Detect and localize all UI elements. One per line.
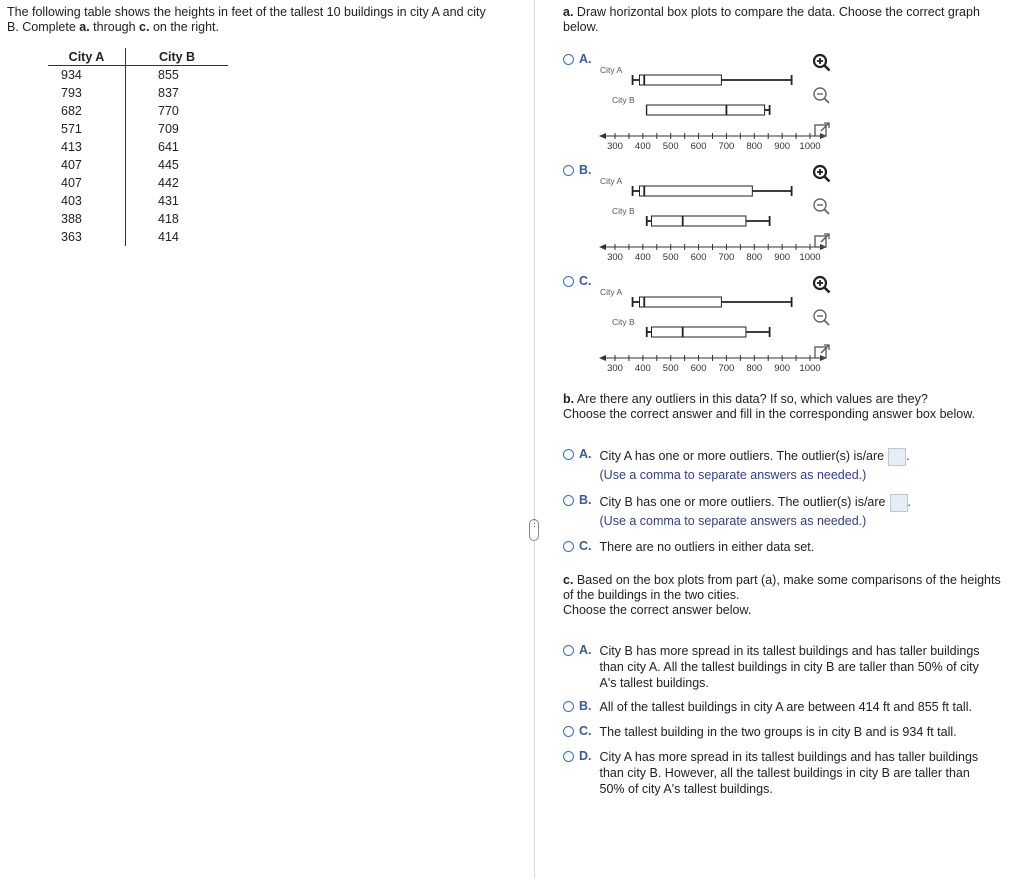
cell-city-a: 403 [48, 192, 126, 210]
option-letter: A. [579, 447, 592, 461]
intro-end: on the right. [149, 20, 219, 34]
plot-a-tools [811, 50, 835, 142]
box-plot-option-b [597, 175, 847, 267]
option-text: City A has one or more outliers. The outlier(s) is/are [599, 449, 885, 463]
radio-button[interactable] [563, 54, 574, 65]
x-tick-label: 500 [662, 363, 679, 374]
popout-icon[interactable] [811, 119, 833, 141]
table-row [48, 102, 228, 120]
x-tick-label: 1000 [799, 252, 821, 263]
box-iqr [640, 297, 722, 307]
intro-c: c. [139, 20, 150, 34]
table-header-row [48, 48, 228, 66]
plot-c-tools [811, 272, 835, 364]
option-letter: C. [579, 724, 592, 738]
part-a-question [563, 5, 1013, 35]
part-a-text-1: Draw horizontal box plots to compare the data. Choose the correct graph [573, 5, 980, 19]
pane-resize-handle[interactable]: ⋮ [529, 519, 539, 541]
cell-city-a: 363 [48, 228, 126, 246]
part-b-text: Are there any outliers in this data? If so, which values are they? [574, 392, 928, 406]
cell-city-b: 770 [158, 104, 179, 118]
zoom-out-icon[interactable] [811, 85, 833, 107]
x-tick-label: 1000 [799, 141, 821, 152]
x-tick-label: 400 [634, 363, 651, 374]
radio-button[interactable] [563, 276, 574, 287]
x-tick-label: 900 [774, 252, 791, 263]
part-c-question [563, 573, 1023, 618]
zoom-out-icon[interactable] [811, 307, 833, 329]
cell-city-b: 709 [158, 122, 179, 136]
box-iqr [651, 327, 745, 337]
cell-city-b: 418 [158, 212, 179, 226]
option-letter: B. [579, 163, 592, 177]
part-a-text-2: below. [563, 20, 599, 34]
radio-button[interactable] [563, 165, 574, 176]
cell-city-a: 407 [48, 156, 126, 174]
intro-line-1: The following table shows the heights in feet of the tallest 10 buildings in city A and city [7, 5, 486, 19]
plot-b-tools [811, 161, 835, 253]
part-b-label: b. [563, 392, 575, 406]
cell-city-a: 388 [48, 210, 126, 228]
cell-city-b: 414 [158, 230, 179, 244]
part-c-label: c. [563, 573, 574, 587]
radio-button[interactable] [563, 701, 574, 712]
box-plot-label: City B [612, 95, 635, 105]
x-tick-label: 300 [607, 363, 623, 374]
cell-city-b: 855 [158, 68, 179, 82]
popout-icon[interactable] [811, 341, 833, 363]
cell-city-b: 641 [158, 140, 179, 154]
part-c-option-a[interactable] [563, 643, 980, 691]
table-row [48, 66, 228, 85]
x-tick-label: 800 [746, 363, 763, 374]
option-text: There are no outliers in either data set. [599, 540, 815, 554]
cell-city-a: 413 [48, 138, 126, 156]
table-row [48, 174, 228, 192]
radio-button[interactable] [563, 449, 574, 460]
cell-city-a: 407 [48, 174, 126, 192]
box-plot-label: City A [600, 65, 623, 75]
box-plot-label: City B [612, 206, 635, 216]
radio-button[interactable] [563, 645, 574, 656]
box-iqr [640, 75, 722, 85]
axis-arrow-left [599, 355, 606, 361]
column-header-city-a: City A [48, 48, 126, 66]
option-hint: (Use a comma to separate answers as needed.) [599, 468, 867, 482]
box-plot-option-c [597, 286, 847, 378]
option-text-line: A's tallest buildings. [599, 676, 709, 690]
part-b-instruction: Choose the correct answer and fill in the corresponding answer box below. [563, 407, 976, 421]
x-tick-label: 600 [690, 363, 707, 374]
intro-a: a. [79, 20, 90, 34]
intro-through: through [89, 20, 140, 34]
option-letter: A. [579, 52, 592, 66]
radio-button[interactable] [563, 751, 574, 762]
popout-icon[interactable] [811, 230, 833, 252]
axis-arrow-left [599, 133, 606, 139]
option-letter: A. [579, 643, 592, 657]
option-text-block: City B has one or more outliers. The outlier(s) is/are . (Use a comma to separate answers as needed.) [599, 495, 911, 528]
right-pane [535, 0, 1024, 878]
option-text-line: City A has more spread in its tallest buildings and has taller buildings [599, 750, 979, 764]
x-tick-label: 600 [690, 252, 707, 263]
x-tick-label: 300 [607, 252, 623, 263]
part-c-option-d[interactable] [563, 749, 978, 797]
part-c-text-1: Based on the box plots from part (a), make some comparisons of the heights [573, 573, 1001, 587]
option-letter: D. [579, 749, 592, 763]
option-text-line: than city A. All the tallest buildings in city B are taller than 50% of city [599, 660, 979, 674]
table-row [48, 228, 228, 246]
box-iqr [640, 186, 753, 196]
table-row [48, 84, 228, 102]
radio-button[interactable] [563, 541, 574, 552]
cell-city-a: 793 [48, 84, 126, 102]
box-plot-label: City A [600, 287, 623, 297]
option-text: City B has one or more outliers. The outlier(s) is/are [599, 495, 886, 509]
option-text-block [600, 749, 979, 797]
table-row [48, 192, 228, 210]
axis-arrow-left [599, 244, 606, 250]
option-text-line: than city B. However, all the tallest buildings in city B are taller than [599, 766, 970, 780]
part-c-instruction: Choose the correct answer below. [563, 603, 752, 617]
zoom-in-icon[interactable] [811, 163, 833, 185]
x-tick-label: 800 [746, 252, 763, 263]
x-tick-label: 400 [634, 141, 651, 152]
answer-input-city-a[interactable] [888, 448, 906, 466]
x-tick-label: 800 [746, 141, 763, 152]
part-b-option-c[interactable] [563, 539, 814, 555]
x-tick-label: 700 [718, 141, 735, 152]
table-row [48, 120, 228, 138]
option-letter: C. [579, 274, 592, 288]
zoom-out-icon[interactable] [811, 196, 833, 218]
x-tick-label: 1000 [799, 363, 821, 374]
x-tick-label: 900 [774, 363, 791, 374]
x-tick-label: 900 [774, 141, 791, 152]
option-hint: (Use a comma to separate answers as needed.) [599, 514, 867, 528]
intro-line-2: B. Complete [7, 20, 80, 34]
box-plot-option-a [597, 64, 847, 156]
cell-city-a: 934 [48, 66, 126, 85]
option-text-block: City A has one or more outliers. The outlier(s) is/are . (Use a comma to separate answers as needed.) [599, 449, 910, 482]
box-plot-label: City B [612, 317, 635, 327]
option-letter: B. [579, 493, 592, 507]
zoom-in-icon[interactable] [811, 52, 833, 74]
intro-text [7, 5, 517, 35]
part-c-option-b[interactable] [563, 699, 972, 715]
cell-city-b: 837 [158, 86, 179, 100]
option-text-block [600, 643, 980, 691]
data-table [48, 48, 228, 246]
part-a-option-b[interactable] [563, 163, 600, 177]
option-text-line: All of the tallest buildings in city A are between 414 ft and 855 ft tall. [599, 700, 972, 714]
part-a-label: a. [563, 5, 574, 19]
option-text-line: The tallest building in the two groups is in city B and is 934 ft tall. [599, 725, 957, 739]
option-text-line: 50% of city A's tallest buildings. [599, 782, 773, 796]
cell-city-b: 431 [158, 194, 179, 208]
cell-city-a: 571 [48, 120, 126, 138]
part-a-option-c[interactable] [563, 274, 600, 288]
x-tick-label: 300 [607, 141, 623, 152]
part-b-question [563, 392, 1018, 422]
zoom-in-icon[interactable] [811, 274, 833, 296]
answer-input-city-b[interactable] [890, 494, 908, 512]
box-plot-label: City A [600, 176, 623, 186]
part-a-option-a[interactable] [563, 52, 600, 66]
part-b-option-a[interactable] [563, 447, 910, 485]
option-letter: B. [579, 699, 592, 713]
x-tick-label: 700 [718, 252, 735, 263]
part-b-option-b[interactable] [563, 493, 911, 531]
option-text-line: City B has more spread in its tallest buildings and has taller buildings [599, 644, 980, 658]
option-letter: C. [579, 539, 592, 553]
column-header-city-b: City B [126, 48, 229, 66]
part-c-option-c[interactable] [563, 724, 957, 740]
box-iqr [651, 216, 745, 226]
x-tick-label: 500 [662, 252, 679, 263]
radio-button[interactable] [563, 726, 574, 737]
cell-city-b: 445 [158, 158, 179, 172]
cell-city-a: 682 [48, 102, 126, 120]
x-tick-label: 600 [690, 141, 707, 152]
table-row [48, 138, 228, 156]
box-iqr [647, 105, 765, 115]
x-tick-label: 500 [662, 141, 679, 152]
cell-city-b: 442 [158, 176, 179, 190]
radio-button[interactable] [563, 495, 574, 506]
part-c-text-2: of the buildings in the two cities. [563, 588, 740, 602]
table-row [48, 156, 228, 174]
table-row [48, 210, 228, 228]
x-tick-label: 700 [718, 363, 735, 374]
x-tick-label: 400 [634, 252, 651, 263]
